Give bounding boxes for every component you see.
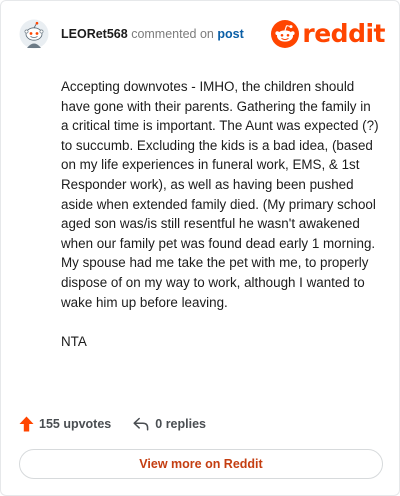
snoo-avatar-icon[interactable]: [19, 19, 49, 49]
reply-count: 0 replies: [155, 417, 206, 431]
comment-paragraph: Accepting downvotes - IMHO, the children should have gone with their parents. Gathering the family in a critical time is important. The Aunt was expected (?) to succumb. Excluding the kids is a bad idea, (based on my life experiences in funeral work, EMS, & 1st Responder work), as well as having been pushed aside when extended family died. (My primary school aged son was/is still resentful he wasn't awakened when our family pet was found dead early 1 morning. My spouse had me take the pet with me, to properly dispose of on my way to work, although I wanted to wake him up before leaving.: [61, 79, 379, 310]
reddit-brand[interactable]: [271, 17, 385, 51]
reply-arrow-icon[interactable]: [133, 417, 149, 431]
comment-paragraph: NTA: [61, 334, 87, 350]
comment-footer: [19, 414, 206, 434]
byline: [61, 27, 244, 41]
comment-action-text: commented on: [131, 27, 214, 41]
reddit-wordmark: reddit: [302, 19, 385, 48]
username-link[interactable]: LEORet568: [61, 27, 128, 41]
reddit-logo-icon: [271, 20, 299, 48]
comment-header: [19, 15, 385, 55]
upvote-count: 155 upvotes: [39, 417, 112, 431]
comment-body: [61, 77, 379, 352]
upvote-arrow-icon[interactable]: [19, 416, 34, 432]
view-more-button[interactable]: View more on Reddit: [19, 449, 383, 479]
post-link[interactable]: post: [217, 27, 244, 41]
